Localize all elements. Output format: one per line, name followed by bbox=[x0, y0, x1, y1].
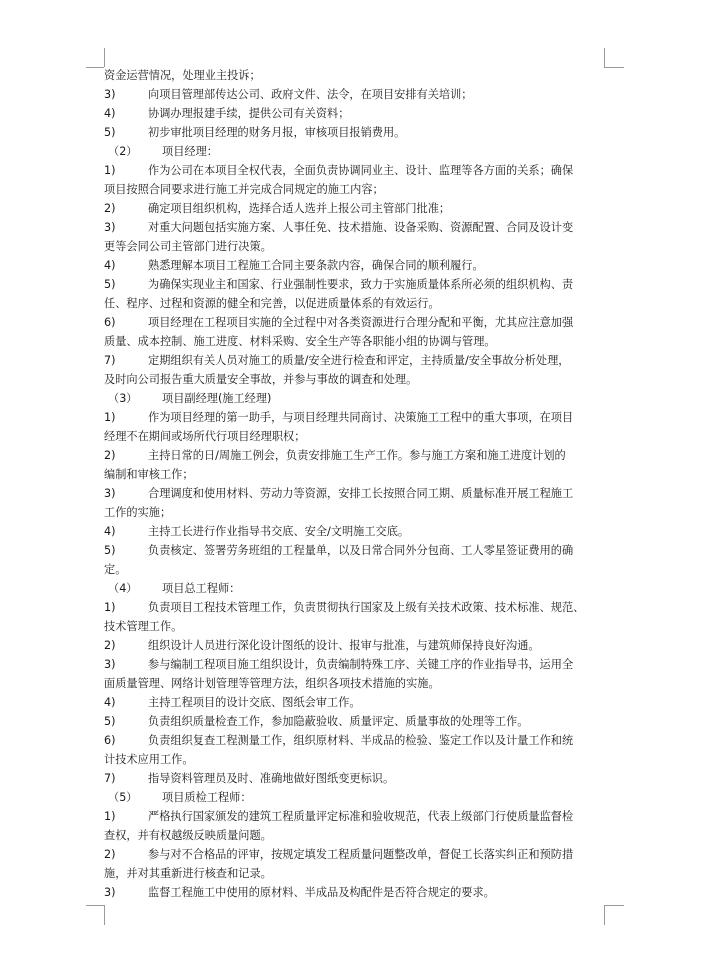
paragraph-line bbox=[104, 655, 604, 674]
paragraph-line bbox=[104, 123, 604, 142]
line-text: 协调办理报建手续，提供公司有关资料； bbox=[148, 107, 350, 120]
paragraph-line bbox=[104, 636, 604, 655]
paragraph-line bbox=[104, 674, 604, 693]
line-text: 负责组织复查工程测量工作，组织原材料、半成品的检验、鉴定工作以及计量工作和统 bbox=[148, 734, 574, 747]
line-text: 更等会同公司主管部门进行决策。 bbox=[104, 240, 272, 253]
section-heading bbox=[104, 142, 604, 161]
line-text: 向项目管理部传达公司、政府文件、法令，在项目安排有关培训； bbox=[148, 88, 473, 101]
line-text: 为确保实现业主和国家、行业强制性要求，致力于实施质量体系所必须的组织机构、责 bbox=[148, 278, 574, 291]
line-text: 任、程序、过程和资源的健全和完善，以促进质量体系的有效运行。 bbox=[104, 297, 440, 310]
crop-mark-top-left bbox=[86, 67, 104, 68]
paragraph-line bbox=[104, 408, 604, 427]
crop-mark-bottom-left-vertical bbox=[104, 905, 105, 925]
item-number: 1) bbox=[104, 810, 116, 823]
item-number: 4) bbox=[104, 107, 116, 120]
item-number: 4) bbox=[104, 696, 116, 709]
line-text: 初步审批项目经理的财务月报，审核项目报销费用。 bbox=[148, 126, 406, 139]
item-number: 3) bbox=[104, 221, 116, 234]
crop-mark-bottom-left bbox=[86, 905, 104, 906]
paragraph-line bbox=[104, 864, 604, 883]
item-number: 3) bbox=[104, 88, 116, 101]
line-text: 确定项目组织机构，选择合适人选并上报公司主管部门批准； bbox=[148, 202, 451, 215]
line-text: 技术管理工作。 bbox=[104, 620, 183, 633]
line-text: 对重大问题包括实施方案、人事任免、技术措施、设备采购、资源配置、合同及设计变 bbox=[148, 221, 574, 234]
item-number: 6) bbox=[104, 734, 116, 747]
item-number: 4) bbox=[104, 259, 116, 272]
paragraph-line bbox=[104, 465, 604, 484]
crop-mark-top-right-vertical bbox=[604, 48, 605, 67]
line-text: 项目经理在工程项目实施的全过程中对各类资源进行合理分配和平衡，尤其应注意加强 bbox=[148, 316, 574, 329]
line-text: 项目总工程师： bbox=[162, 582, 241, 595]
paragraph-line bbox=[104, 617, 604, 636]
paragraph-line bbox=[104, 351, 604, 370]
paragraph-line bbox=[104, 503, 604, 522]
section-heading bbox=[104, 389, 604, 408]
paragraph-line bbox=[104, 693, 604, 712]
line-text: 严格执行国家颁发的建筑工程质量评定标准和验收规范，代表上级部门行使质量监督检 bbox=[148, 810, 574, 823]
section-number: （3） bbox=[108, 392, 138, 405]
paragraph-line bbox=[104, 275, 604, 294]
crop-mark-bottom-right bbox=[604, 905, 624, 906]
paragraph-line bbox=[104, 180, 604, 199]
paragraph-line bbox=[104, 370, 604, 389]
crop-mark-top-right bbox=[604, 67, 624, 68]
item-number: 1) bbox=[104, 411, 116, 424]
line-text: 主持工长进行作业指导书交底、安全/文明施工交底。 bbox=[148, 525, 410, 538]
line-text: 负责核定、签署劳务班组的工程量单，以及日常合同外分包商、工人零星签证费用的确 bbox=[148, 544, 574, 557]
line-text: 监督工程施工中使用的原材料、半成品及构配件是否符合规定的要求。 bbox=[148, 886, 495, 899]
paragraph-line bbox=[104, 104, 604, 123]
paragraph-line bbox=[104, 807, 604, 826]
paragraph-line bbox=[104, 85, 604, 104]
line-text: 质量、成本控制、施工进度、材料采购、安全生产等各职能小组的协调与管理。 bbox=[104, 335, 496, 348]
section-number: （4） bbox=[108, 582, 138, 595]
crop-mark-bottom-right-vertical bbox=[604, 905, 605, 925]
line-text: 主持工程项目的设计交底、图纸会审工作。 bbox=[148, 696, 361, 709]
line-text: 项目按照合同要求进行施工并完成合同规定的施工内容； bbox=[104, 183, 384, 196]
document-body bbox=[104, 66, 604, 902]
paragraph-line bbox=[104, 332, 604, 351]
line-text: 合理调度和使用材料、劳动力等资源，安排工长按照合同工期、质量标准开展工程施工 bbox=[148, 487, 574, 500]
paragraph-line bbox=[104, 484, 604, 503]
line-text: 及时向公司报告重大质量安全事故，并参与事故的调查和处理。 bbox=[104, 373, 418, 386]
section-heading bbox=[104, 788, 604, 807]
paragraph-line bbox=[104, 560, 604, 579]
item-number: 2) bbox=[104, 202, 116, 215]
line-text: 经理不在期间或场所代行项目经理职权； bbox=[104, 430, 306, 443]
item-number: 5) bbox=[104, 544, 116, 557]
line-text: 作为项目经理的第一助手，与项目经理共同商讨、决策施工工程中的重大事项，在项目 bbox=[148, 411, 574, 424]
line-text: 项目副经理(施工经理) bbox=[162, 392, 272, 405]
paragraph-line bbox=[104, 161, 604, 180]
line-text: 负责组织质量检查工作，参加隐蔽验收、质量评定、质量事故的处理等工作。 bbox=[148, 715, 529, 728]
section-number: （5） bbox=[108, 791, 138, 804]
paragraph-line bbox=[104, 256, 604, 275]
line-text: 组织设计人员进行深化设计图纸的设计、报审与批准，与建筑师保持良好沟通。 bbox=[148, 639, 540, 652]
paragraph-line bbox=[104, 883, 604, 902]
line-text: 计技术应用工作。 bbox=[104, 753, 194, 766]
paragraph-line bbox=[104, 237, 604, 256]
item-number: 3) bbox=[104, 886, 116, 899]
line-text: 参与对不合格品的评审，按规定填发工程质量问题整改单，督促工长落实纠正和预防措 bbox=[148, 848, 574, 861]
paragraph-line bbox=[104, 845, 604, 864]
item-number: 3) bbox=[104, 487, 116, 500]
item-number: 2) bbox=[104, 449, 116, 462]
line-text: 面质量管理、网络计划管理等管理方法，组织各项技术措施的实施。 bbox=[104, 677, 440, 690]
line-text: 定。 bbox=[104, 563, 127, 576]
item-number: 7) bbox=[104, 772, 116, 785]
line-text: 工作的实施； bbox=[104, 506, 172, 519]
item-number: 2) bbox=[104, 848, 116, 861]
line-text: 指导资料管理员及时、准确地做好图纸变更标识。 bbox=[148, 772, 395, 785]
paragraph-line bbox=[104, 313, 604, 332]
item-number: 2) bbox=[104, 639, 116, 652]
line-text: 参与编制工程项目施工组织设计，负责编制特殊工序、关键工序的作业指导书，运用全 bbox=[148, 658, 574, 671]
item-number: 4) bbox=[104, 525, 116, 538]
line-text: 主持日常的日/周施工例会，负责安排施工生产工作。参与施工方案和施工进度计划的 bbox=[148, 449, 566, 462]
section-heading bbox=[104, 579, 604, 598]
paragraph-line bbox=[104, 826, 604, 845]
section-number: （2） bbox=[108, 145, 138, 158]
paragraph-line bbox=[104, 218, 604, 237]
line-text: 施，并对其重新进行核查和记录。 bbox=[104, 867, 272, 880]
paragraph-line bbox=[104, 750, 604, 769]
paragraph-line bbox=[104, 427, 604, 446]
item-number: 5) bbox=[104, 715, 116, 728]
line-text: 负责项目工程技术管理工作，负责贯彻执行国家及上级有关技术政策、技术标准、规范、 bbox=[148, 601, 585, 614]
paragraph-line bbox=[104, 66, 604, 85]
item-number: 5) bbox=[104, 126, 116, 139]
paragraph-line bbox=[104, 712, 604, 731]
line-text: 查权，并有权越级反映质量问题。 bbox=[104, 829, 272, 842]
paragraph-line bbox=[104, 446, 604, 465]
paragraph-line bbox=[104, 598, 604, 617]
line-text: 资金运营情况，处理业主投诉； bbox=[104, 69, 261, 82]
item-number: 1) bbox=[104, 164, 116, 177]
item-number: 6) bbox=[104, 316, 116, 329]
item-number: 1) bbox=[104, 601, 116, 614]
line-text: 项目经理： bbox=[162, 145, 218, 158]
paragraph-line bbox=[104, 541, 604, 560]
paragraph-line bbox=[104, 294, 604, 313]
paragraph-line bbox=[104, 769, 604, 788]
paragraph-line bbox=[104, 522, 604, 541]
crop-mark-top-left-vertical bbox=[104, 48, 105, 67]
item-number: 7) bbox=[104, 354, 116, 367]
item-number: 3) bbox=[104, 658, 116, 671]
line-text: 项目质检工程师： bbox=[162, 791, 252, 804]
line-text: 熟悉理解本项目工程施工合同主要条款内容，确保合同的顺利履行。 bbox=[148, 259, 484, 272]
line-text: 作为公司在本项目全权代表，全面负责协调同业主、设计、监理等各方面的关系；确保 bbox=[148, 164, 574, 177]
line-text: 定期组织有关人员对施工的质量/安全进行检查和评定，主持质量/安全事故分析处理， bbox=[148, 354, 570, 367]
item-number: 5) bbox=[104, 278, 116, 291]
line-text: 编制和审核工作； bbox=[104, 468, 194, 481]
paragraph-line bbox=[104, 199, 604, 218]
paragraph-line bbox=[104, 731, 604, 750]
